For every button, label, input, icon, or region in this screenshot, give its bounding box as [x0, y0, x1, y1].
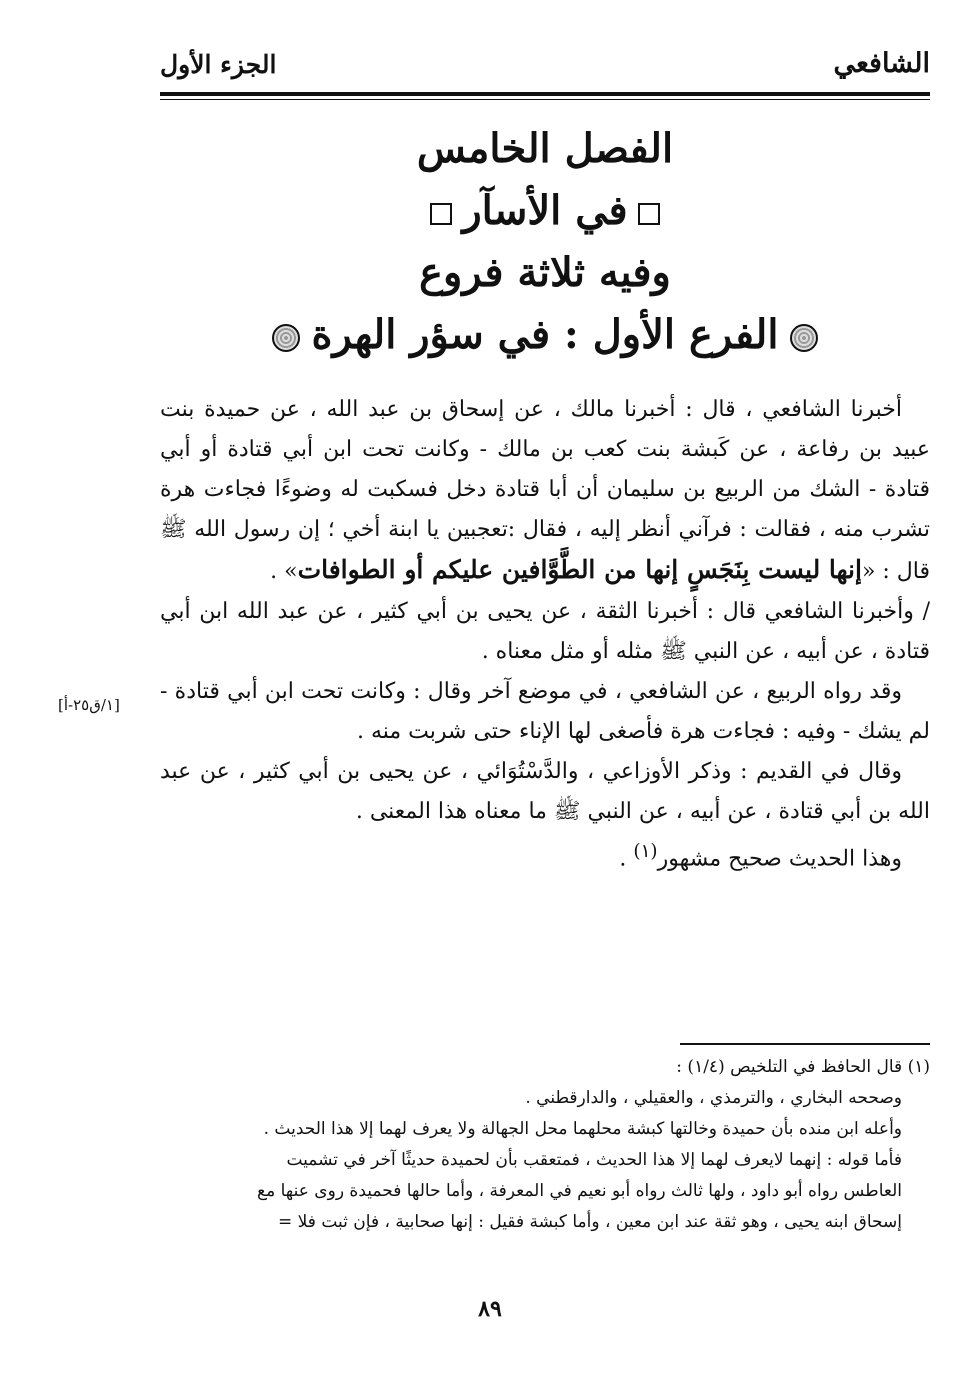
paragraph-text: وهذا الحديث صحيح مشهور: [657, 846, 902, 872]
subsection-title: وفيه ثلاثة فروع: [419, 249, 671, 296]
header-rule: [160, 92, 930, 96]
branch-title: [160, 304, 930, 366]
section-title-text: في الأسآر: [462, 187, 628, 234]
footnote-line: فأما قوله : إنهما لايعرف لهما إلا هذا الحديث ، فمتعقب بأن لحميدة حديثًا آخر في تشميت: [286, 1150, 902, 1170]
footnote-line: العاطس رواه أبو داود ، ولها ثالث رواه أبو نعيم في المعرفة ، وأما حالها فحميدة روى عنها مع: [257, 1181, 902, 1201]
footnote-head: (١) قال الحافظ في التلخيص (١/٤) :: [676, 1057, 930, 1077]
square-ornament-icon: [430, 203, 452, 225]
square-ornament-icon: [638, 203, 660, 225]
paragraph: وقال في القديم : وذكر الأوزاعي ، والدَّسْتُوَائي ، عن يحيى بن أبي كثير ، عن عبد الله بن أبي قتادة ، عن أبيه ، عن النبي ﷺ ما معناه هذا المعنى .: [160, 759, 930, 824]
circle-ornament-icon: [272, 324, 300, 352]
footnote-line: وصححه البخاري ، والترمذي ، والعقيلي ، والدارقطني .: [525, 1088, 902, 1108]
footnote-ref: (١): [633, 841, 658, 862]
manuscript-folio-note: [١/ق٢٥-أ]: [58, 696, 120, 714]
headings: [160, 118, 930, 366]
footnotes: [160, 1052, 930, 1238]
footnote-line: وأعله ابن منده بأن حميدة وخالتها كبشة محلهما محل الجهالة ولا يعرف لهما إلا هذا الحديث .: [263, 1119, 902, 1139]
footnote-line: إسحاق ابنه يحيى ، وهو ثقة عند ابن معين ، وأما كبشة فقيل : إنها صحابية ، فإن ثبت فلا =: [278, 1212, 902, 1232]
paragraph-end: » .: [270, 559, 298, 584]
section-title: [160, 180, 930, 242]
paragraph-end: .: [619, 846, 634, 872]
header-volume: الجزء الأول: [160, 50, 277, 79]
chapter-title: الفصل الخامس: [416, 125, 674, 172]
main-text: [160, 390, 930, 879]
footnote-rule: [680, 1043, 930, 1045]
page-number: ٨٩: [478, 1296, 502, 1322]
paragraph: [160, 390, 930, 592]
header-rule-thin: [160, 99, 930, 100]
paragraph: / وأخبرنا الشافعي قال : أخبرنا الثقة ، عن يحيى بن أبي كثير ، عن عبد الله ابن أبي قتادة ، عن أبيه ، عن النبي ﷺ مثله أو مثل معناه .: [160, 599, 930, 664]
circle-ornament-icon: [790, 324, 818, 352]
paragraph-text: أخبرنا الشافعي ، قال : أخبرنا مالك ، عن إسحاق بن عبد الله ، عن حميدة بنت عبيد بن رفاعة ، عن كَبشة بنت كعب بن مالك - وكانت تحت ابن أبي قتادة أو أبي قتادة - الشك من الربيع بن سليمان أن أبا قتادة دخل فسكبت له وضوءًا فجاءت هرة تشرب منه ، فقالت : فرآني أنظر إليه ، فقال :تعجبين يا ابنة أخي ؛ إن رسول الله ﷺ قال : «: [160, 397, 930, 584]
branch-title-text: الفرع الأول : في سؤر الهرة: [311, 311, 779, 358]
running-header: [160, 48, 930, 90]
paragraph: وقد رواه الربيع ، عن الشافعي ، في موضع آخر وقال : وكانت تحت ابن أبي قتادة - لم يشك - وفيه : فجاءت هرة فأصغى لها الإناء حتى شربت منه .: [160, 679, 930, 744]
header-book-title: الشافعي: [833, 48, 930, 79]
paragraph: [160, 832, 930, 879]
hadith-text: إنها ليست بِنَجَسٍ إنها من الطَّوَّافين عليكم أو الطوافات: [297, 555, 862, 584]
